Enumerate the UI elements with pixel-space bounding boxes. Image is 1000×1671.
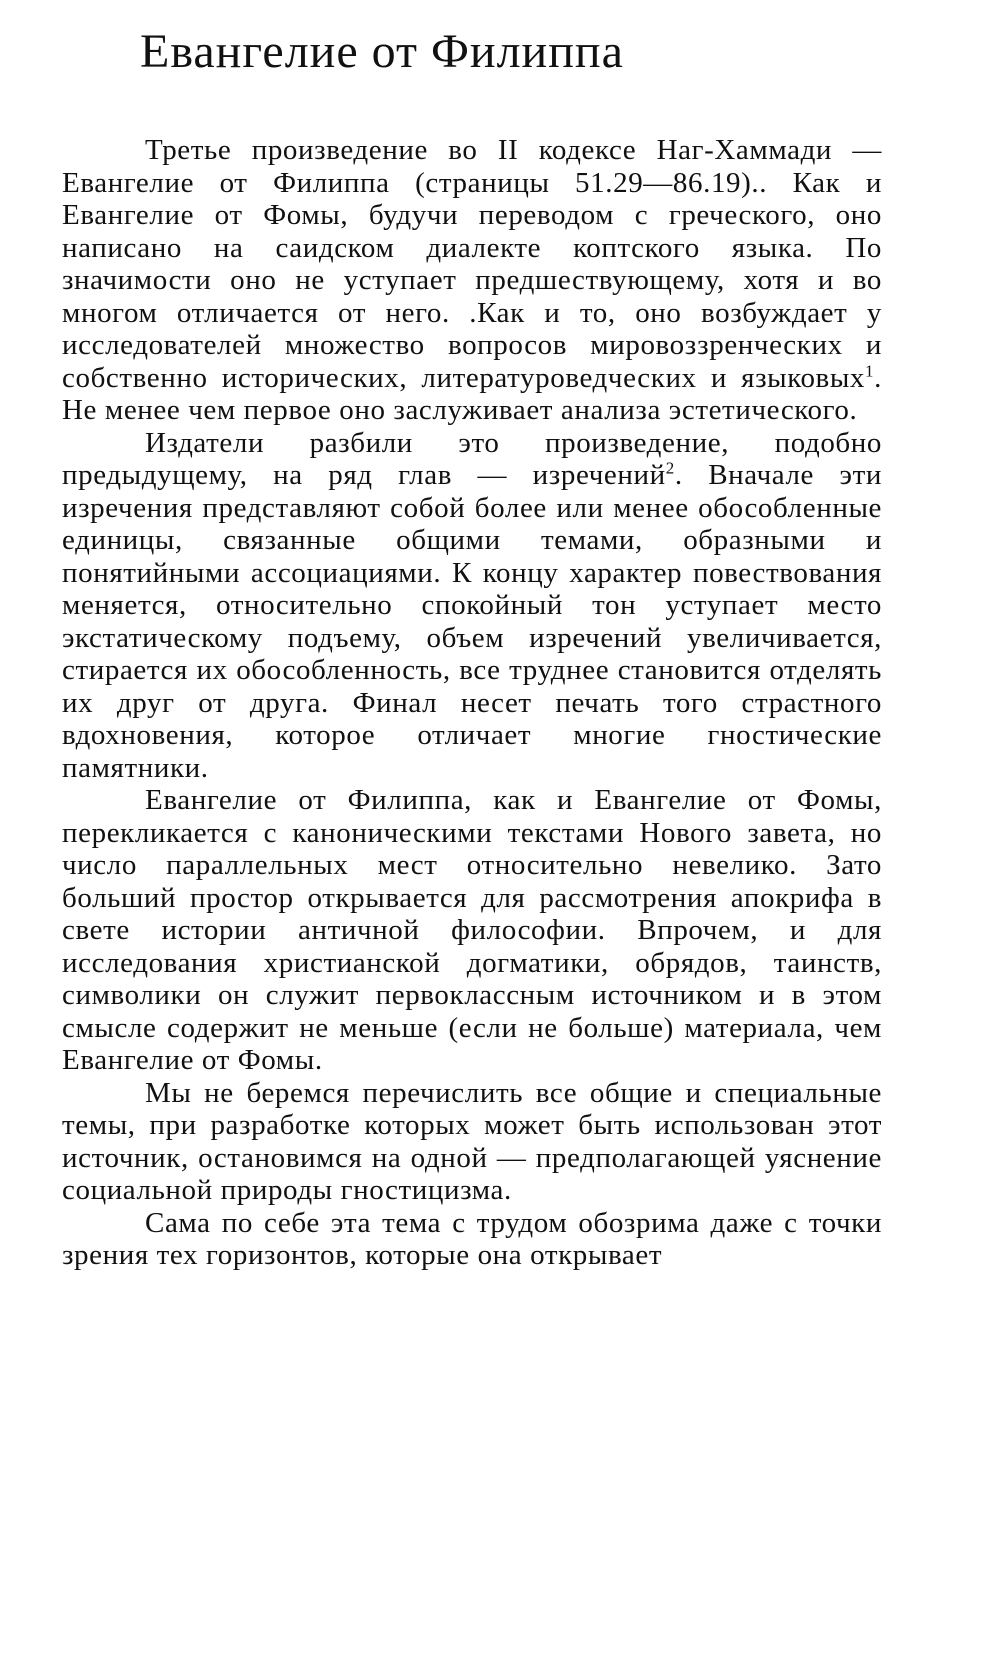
paragraph-text: Сама по себе эта тема с трудом обозрима даже с точки зрения тех горизонтов, которые она открывает: [62, 1206, 882, 1271]
paragraph-text: Издатели разбили это произведение, подобно предыдущему, на ряд глав — изречений: [62, 426, 882, 491]
paragraph-text: . Вначале эти изречения представляют собой более или менее обособленные единицы, связанные общими темами, образными и понятийными ассоциациями. К концу характер повествования меняется, относительно спокойный тон уступает место экстатическому подъему, объем изречений увеличивается, стирается их обособленность, все труднее становится отделять их друг от друга. Финал несет печать того страстного вдохновения, которое отличает многие гностические памятники.: [62, 459, 882, 784]
book-page: [62, 0, 882, 1272]
paragraph-4: [62, 1077, 882, 1207]
footnote-marker[interactable]: 1: [865, 360, 875, 380]
chapter-title: Евангелие от Филиппа: [140, 25, 624, 78]
paragraph-1: [62, 134, 882, 427]
paragraph-text: Третье произведение во II кодексе Наг-Хаммади — Евангелие от Филиппа (страницы 51.29—86.19).. Как и Евангелие от Фомы, будучи переводом с греческого, оно написано на саидском диалекте коптского языка. По значимости оно не уступает предшествующему, хотя и во многом отличается от него. .Как и то, оно возбуждает у исследователей множество вопросов мировоззренческих и собственно исторических, литературоведческих и языковых: [62, 134, 882, 394]
paragraph-text: . Не менее чем первое оно заслуживает анализа эстетического.: [62, 361, 882, 426]
footnote-marker[interactable]: 2: [665, 458, 675, 478]
body-text: [62, 134, 882, 1272]
paragraph-5: [62, 1207, 882, 1272]
paragraph-text: Мы не беремся перечислить все общие и специальные темы, при разработке которых может быть использован этот источник, остановимся на одной — предполагающей уяснение социальной природы гностицизма.: [62, 1076, 882, 1206]
paragraph-text: Евангелие от Филиппа, как и Евангелие от Фомы, перекликается с каноническими текстами Нового завета, но число параллельных мест относительно невелико. Зато больший простор открывается для рассмотрения апокрифа в свете истории античной философии. Впрочем, и для исследования христианской догматики, обрядов, таинств, символики он служит первоклассным источником и в этом смысле содержит не меньше (если не больше) материала, чем Евангелие от Фомы.: [62, 784, 882, 1076]
paragraph-2: [62, 427, 882, 785]
paragraph-3: [62, 784, 882, 1077]
